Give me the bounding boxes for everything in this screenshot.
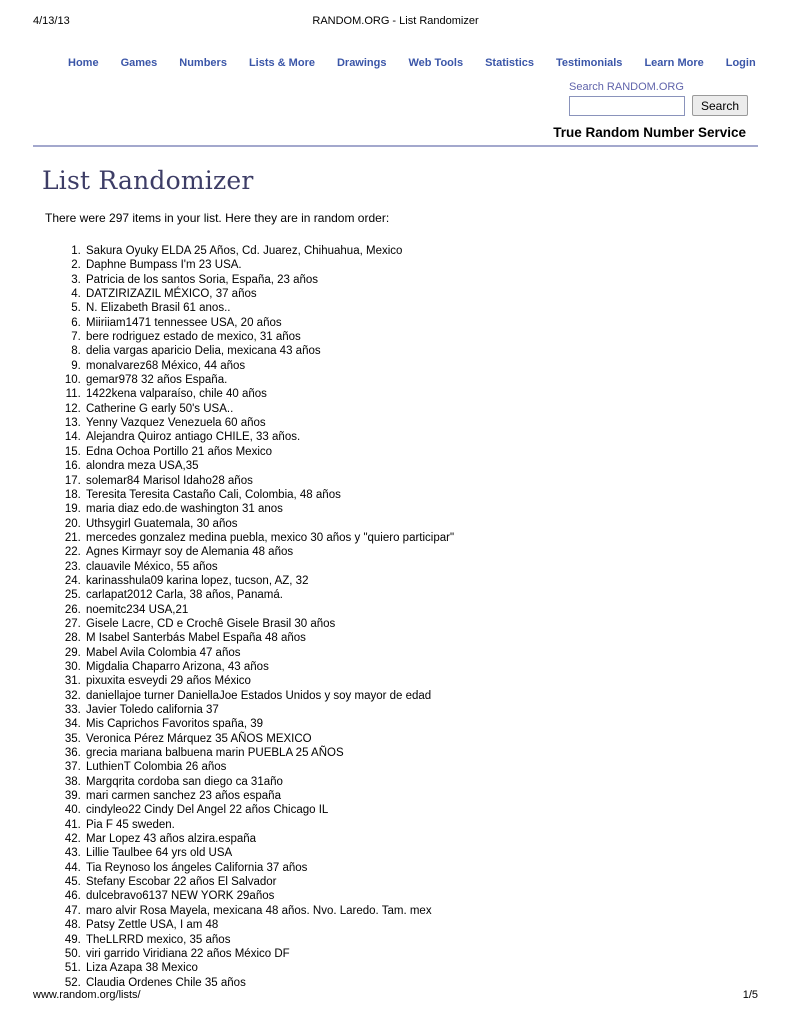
list-item: 33. Javier Toledo california 37 — [84, 703, 758, 717]
nav-link-drawings[interactable]: Drawings — [336, 57, 387, 69]
list-item: 10. gemar978 32 años España. — [84, 373, 758, 387]
list-item: 29. Mabel Avila Colombia 47 años — [84, 646, 758, 660]
list-item: 13. Yenny Vazquez Venezuela 60 años — [84, 416, 758, 430]
list-item: 7. bere rodriguez estado de mexico, 31 años — [84, 330, 758, 344]
list-item: 36. grecia mariana balbuena marin PUEBLA 25 AÑOS — [84, 746, 758, 760]
intro-text: There were 297 items in your list. Here they are in random order: — [45, 211, 390, 225]
list-item: 14. Alejandra Quiroz antiago CHILE, 33 años. — [84, 430, 758, 444]
list-item: 51. Liza Azapa 38 Mexico — [84, 961, 758, 975]
nav-link-games[interactable]: Games — [120, 57, 158, 69]
footer-url: www.random.org/lists/ — [33, 989, 141, 1001]
list-item: 45. Stefany Escobar 22 años El Salvador — [84, 875, 758, 889]
list-item: 35. Veronica Pérez Márquez 35 AÑOS MEXICO — [84, 732, 758, 746]
print-date: 4/13/13 — [33, 15, 70, 27]
main-nav — [68, 57, 758, 69]
list-item: 52. Claudia Ordenes Chile 35 años — [84, 976, 758, 990]
list-item: 9. monalvarez68 México, 44 años — [84, 359, 758, 373]
list-item: 30. Migdalia Chaparro Arizona, 43 años — [84, 660, 758, 674]
list-item: 23. clauavile México, 55 años — [84, 560, 758, 574]
nav-link-lists-more[interactable]: Lists & More — [248, 57, 315, 69]
search-input[interactable] — [569, 96, 685, 116]
list-item: 32. daniellajoe turner DaniellaJoe Estados Unidos y soy mayor de edad — [84, 689, 758, 703]
search-button[interactable]: Search — [692, 95, 748, 116]
list-item: 1. Sakura Oyuky ELDA 25 Años, Cd. Juarez, Chihuahua, Mexico — [84, 244, 758, 258]
print-footer — [33, 989, 758, 1001]
list-item: 16. alondra meza USA,35 — [84, 459, 758, 473]
print-title: RANDOM.ORG - List Randomizer — [312, 15, 479, 27]
list-item: 28. M Isabel Santerbás Mabel España 48 años — [84, 631, 758, 645]
search-label: Search RANDOM.ORG — [569, 81, 684, 93]
randomized-list — [33, 244, 758, 990]
footer-page-number: 1/5 — [742, 989, 758, 1001]
list-item: 22. Agnes Kirmayr soy de Alemania 48 años — [84, 545, 758, 559]
list-item: 41. Pia F 45 sweden. — [84, 818, 758, 832]
list-item: 48. Patsy Zettle USA, I am 48 — [84, 918, 758, 932]
list-item: 47. maro alvir Rosa Mayela, mexicana 48 años. Nvo. Laredo. Tam. mex — [84, 904, 758, 918]
page-title: List Randomizer — [42, 166, 254, 195]
list-item: 11. 1422kena valparaíso, chile 40 años — [84, 387, 758, 401]
list-item: 4. DATZIRIZAZIL MÉXICO, 37 años — [84, 287, 758, 301]
list-item: 3. Patricia de los santos Soria, España, 23 años — [84, 273, 758, 287]
nav-link-testimonials[interactable]: Testimonials — [556, 57, 623, 69]
list-item: 25. carlapat2012 Carla, 38 años, Panamá. — [84, 588, 758, 602]
list-item: 17. solemar84 Marisol Idaho28 años — [84, 474, 758, 488]
list-item: 21. mercedes gonzalez medina puebla, mexico 30 años y "quiero participar" — [84, 531, 758, 545]
list-item: 18. Teresita Teresita Castaño Cali, Colombia, 48 años — [84, 488, 758, 502]
list-item: 37. LuthienT Colombia 26 años — [84, 760, 758, 774]
list-item: 24. karinasshula09 karina lopez, tucson, AZ, 32 — [84, 574, 758, 588]
list-item: 40. cindyleo22 Cindy Del Angel 22 años Chicago IL — [84, 803, 758, 817]
nav-link-numbers[interactable]: Numbers — [179, 57, 227, 69]
search-block — [569, 81, 741, 116]
list-item: 26. noemitc234 USA,21 — [84, 603, 758, 617]
list-item: 46. dulcebravo6137 NEW YORK 29años — [84, 889, 758, 903]
list-item: 50. viri garrido Viridiana 22 años México DF — [84, 947, 758, 961]
list-item: 15. Edna Ochoa Portillo 21 años Mexico — [84, 445, 758, 459]
list-item: 43. Lillie Taulbee 64 yrs old USA — [84, 846, 758, 860]
print-header — [33, 0, 758, 27]
list-item: 34. Mis Caprichos Favoritos spaña, 39 — [84, 717, 758, 731]
list-item: 39. mari carmen sanchez 23 años españa — [84, 789, 758, 803]
nav-link-learn-more[interactable]: Learn More — [644, 57, 704, 69]
list-item: 38. Margqrita cordoba san diego ca 31año — [84, 775, 758, 789]
list-item: 20. Uthsygirl Guatemala, 30 años — [84, 517, 758, 531]
tagline: True Random Number Service — [553, 125, 746, 140]
list-item: 27. Gisele Lacre, CD e Crochê Gisele Brasil 30 años — [84, 617, 758, 631]
search-row — [569, 95, 741, 116]
list-item: 8. delia vargas aparicio Delia, mexicana 43 años — [84, 344, 758, 358]
nav-link-web-tools[interactable]: Web Tools — [408, 57, 464, 69]
list-item: 2. Daphne Bumpass I'm 23 USA. — [84, 258, 758, 272]
list-item: 49. TheLLRRD mexico, 35 años — [84, 933, 758, 947]
nav-link-home[interactable]: Home — [68, 57, 99, 69]
list-item: 5. N. Elizabeth Brasil 61 anos.. — [84, 301, 758, 315]
list-item: 42. Mar Lopez 43 años alzira.españa — [84, 832, 758, 846]
list-item: 12. Catherine G early 50's USA.. — [84, 402, 758, 416]
nav-link-login[interactable]: Login — [725, 57, 756, 69]
list-item: 6. Miiriiam1471 tennessee USA, 20 años — [84, 316, 758, 330]
list-item: 44. Tia Reynoso los ángeles California 37 años — [84, 861, 758, 875]
header-divider — [33, 145, 758, 147]
list-item: 19. maria diaz edo.de washington 31 anos — [84, 502, 758, 516]
list-item: 31. pixuxita esveydi 29 años México — [84, 674, 758, 688]
nav-link-statistics[interactable]: Statistics — [485, 57, 534, 69]
